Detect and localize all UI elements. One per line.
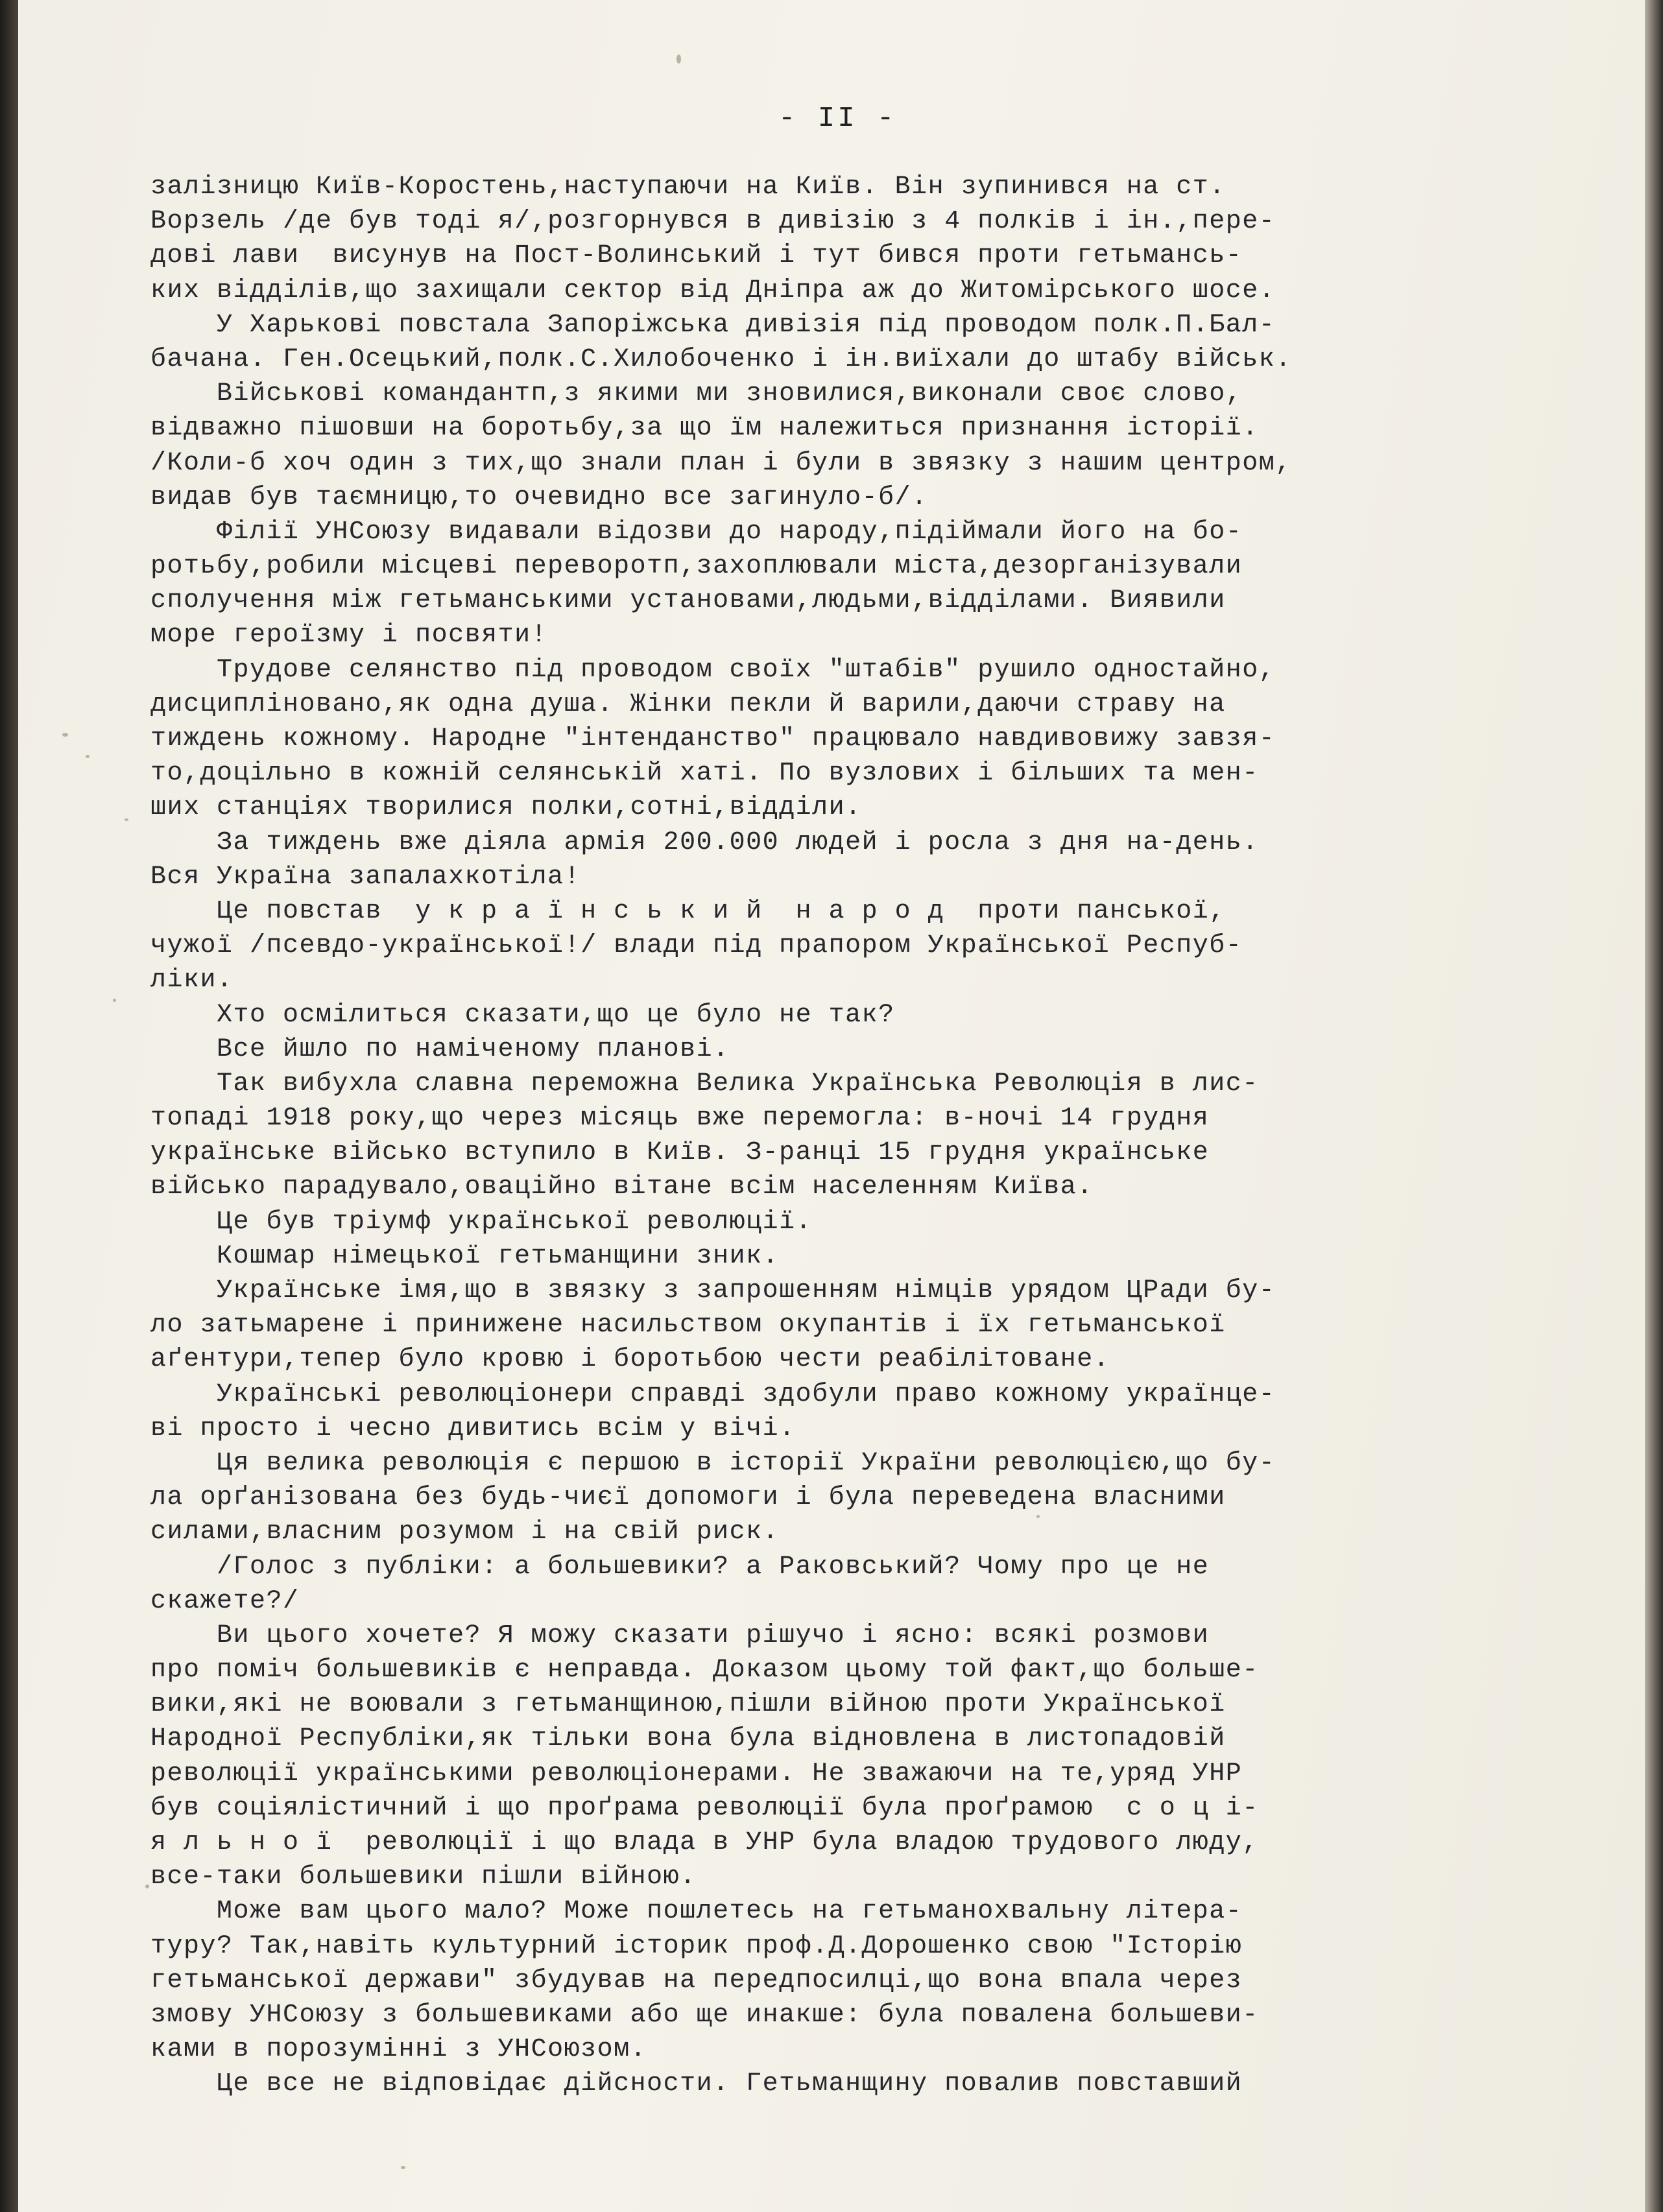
text-line: скажете?/ (150, 1586, 300, 1616)
text-line: гетьманської держави" збудував на передпосилці,що вона впала через (150, 1966, 1243, 1995)
text-line: українське військо вступило в Київ. З-ранці 15 грудня українське (150, 1138, 1210, 1168)
text-line: я л ь н о ї революції і що влада в УНР була владою трудового люду, (150, 1828, 1259, 1857)
text-line: ких відділів,що захищали сектор від Дніпра аж до Житомірського шосе. (150, 276, 1276, 305)
text-line: Так вибухла славна переможна Велика Українська Революція в лис- (150, 1069, 1259, 1099)
text-line: топаді 1918 року,що через місяць вже перемогла: в-ночі 14 грудня (150, 1104, 1210, 1134)
text-line: залізницю Київ-Коростень,наступаючи на Київ. Він зупинився на ст. (150, 172, 1226, 202)
text-line: /Коли-б хоч один з тих,що знали план і були в звязку з нашим центром, (150, 448, 1292, 478)
text-line: Кошмар німецької гетьманщини зник. (150, 1241, 780, 1271)
text-line: ві просто і чесно дивитись всім у вічі. (150, 1414, 796, 1444)
text-line: Народної Республіки,як тільки вона була відновлена в листопадовій (150, 1724, 1226, 1754)
text-line: то,доцільно в кожній селянській хаті. По вузлових і більших та мен- (150, 759, 1259, 789)
paper-speck (62, 733, 68, 737)
text-line: Може вам цього мало? Може пошлетесь на гетьманохвальну літера- (150, 1897, 1243, 1927)
paper-speck (125, 818, 128, 821)
text-line: Вся Україна запалахкотіла! (150, 862, 581, 892)
text-line: ротьбу,робили місцеві переворотп,захоплювали міста,дезорганізували (150, 552, 1243, 582)
text-line: Ви цього хочете? Я можу сказати рішучо і ясно: всякі розмови (150, 1621, 1210, 1650)
text-line: Українське імя,що в звязку з запрошенням німців урядом ЦРади бу- (150, 1276, 1276, 1305)
text-line: ла орґанізована без будь-чиєї допомоги і була переведена власними (150, 1483, 1226, 1513)
page-right-edge (1645, 0, 1663, 2212)
text-line: видав був таємницю,то очевидно все загинуло-б/. (150, 482, 928, 512)
text-line: дисципліновано,як одна душа. Жінки пекли й варили,даючи страву на (150, 689, 1226, 719)
typewritten-body (150, 170, 1532, 2102)
paper-speck (401, 2166, 405, 2169)
text-line: чужої /псевдо-української!/ влади під прапором Української Респуб- (150, 931, 1243, 961)
text-line: ло затьмарене і принижене насильством окупантів і їх гетьманської (150, 1311, 1226, 1340)
text-line: відважно пішовши на боротьбу,за що їм належиться признання історії. (150, 414, 1259, 444)
paper-speck (113, 999, 116, 1002)
text-line: Все йшло по наміченому планові. (150, 1034, 730, 1064)
text-line: Військові командантп,з якими ми зновилися,виконали своє слово, (150, 379, 1243, 409)
text-line: Українські революціонери справді здобули право кожному українце- (150, 1379, 1276, 1409)
text-line: був соціялістичний і що проґрама революції була проґрамою с о ц і- (150, 1793, 1259, 1823)
page-number: - II - (778, 102, 897, 135)
text-line: Це все не відповідає дійсности. Гетьманщину повалив повставший (150, 2069, 1243, 2099)
paper-speck (145, 1885, 149, 1888)
text-line: За тиждень вже діяла армія 200.000 людей і росла з дня на-день. (150, 827, 1259, 857)
paper-speck (86, 755, 90, 758)
page-left-shadow (0, 0, 18, 2212)
text-line: море героїзму і посвяти! (150, 621, 548, 650)
text-line: сполучення між гетьманськими установами,людьми,відділами. Виявили (150, 586, 1226, 616)
text-line: аґентури,тепер було кровю і боротьбою чести реабілітоване. (150, 1345, 1110, 1375)
text-line: Філії УНСоюзу видавали відозви до народу,підіймали його на бо- (150, 517, 1243, 547)
text-line: вики,які не воювали з гетьманщиною,пішли війною проти Української (150, 1690, 1226, 1720)
text-line: /Голос з публіки: а большевики? а Раковський? Чому про це не (150, 1552, 1210, 1582)
text-line: тиждень кожному. Народне "інтенданство" працювало навдивовижу завзя- (150, 724, 1276, 754)
text-line: Це повстав у к р а ї н с ь к и й н а р о д проти панської, (150, 896, 1226, 926)
text-line: революції українськими революціонерами. Не зважаючи на те,уряд УНР (150, 1759, 1243, 1789)
text-line: про поміч большевиків є неправда. Доказом цьому той факт,що больше- (150, 1656, 1259, 1685)
text-line: силами,власним розумом і на свій риск. (150, 1517, 780, 1547)
text-line: Це був тріумф української революції. (150, 1207, 813, 1237)
text-line: все-таки большевики пішли війною. (150, 1862, 697, 1892)
text-line: ших станціях творилися полки,сотні,відділи. (150, 793, 862, 823)
text-line: дові лави висунув на Пост-Волинський і тут бився проти гетьмансь- (150, 241, 1243, 271)
text-line: ліки. (150, 966, 233, 995)
text-line: ками в порозумінні з УНСоюзом. (150, 2035, 647, 2065)
text-line: Хто осмілиться сказати,що це було не так? (150, 1000, 895, 1030)
text-line: бачана. Ген.Осецький,полк.С.Хилобоченко і ін.виїхали до штабу військ. (150, 344, 1292, 374)
paper-speck (676, 54, 681, 64)
text-line: туру? Так,навіть культурний історик проф.Д.Дорошенко свою "Історію (150, 1931, 1243, 1961)
text-line: Ця велика революція є першою в історії України революцією,що бу- (150, 1448, 1276, 1478)
text-line: У Харькові повстала Запоріжська дивізія під проводом полк.П.Бал- (150, 310, 1276, 340)
text-line: змову УНСоюзу з большевиками або ще инакше: була повалена большеви- (150, 2000, 1259, 2030)
text-line: Ворзель /де був тоді я/,розгорнувся в дивізію з 4 полків і ін.,пере- (150, 207, 1276, 237)
text-line: військо парадувало,оваційно вітане всім населенням Київа. (150, 1172, 1094, 1202)
text-line: Трудове селянство під проводом своїх "штабів" рушило одностайно, (150, 655, 1276, 685)
